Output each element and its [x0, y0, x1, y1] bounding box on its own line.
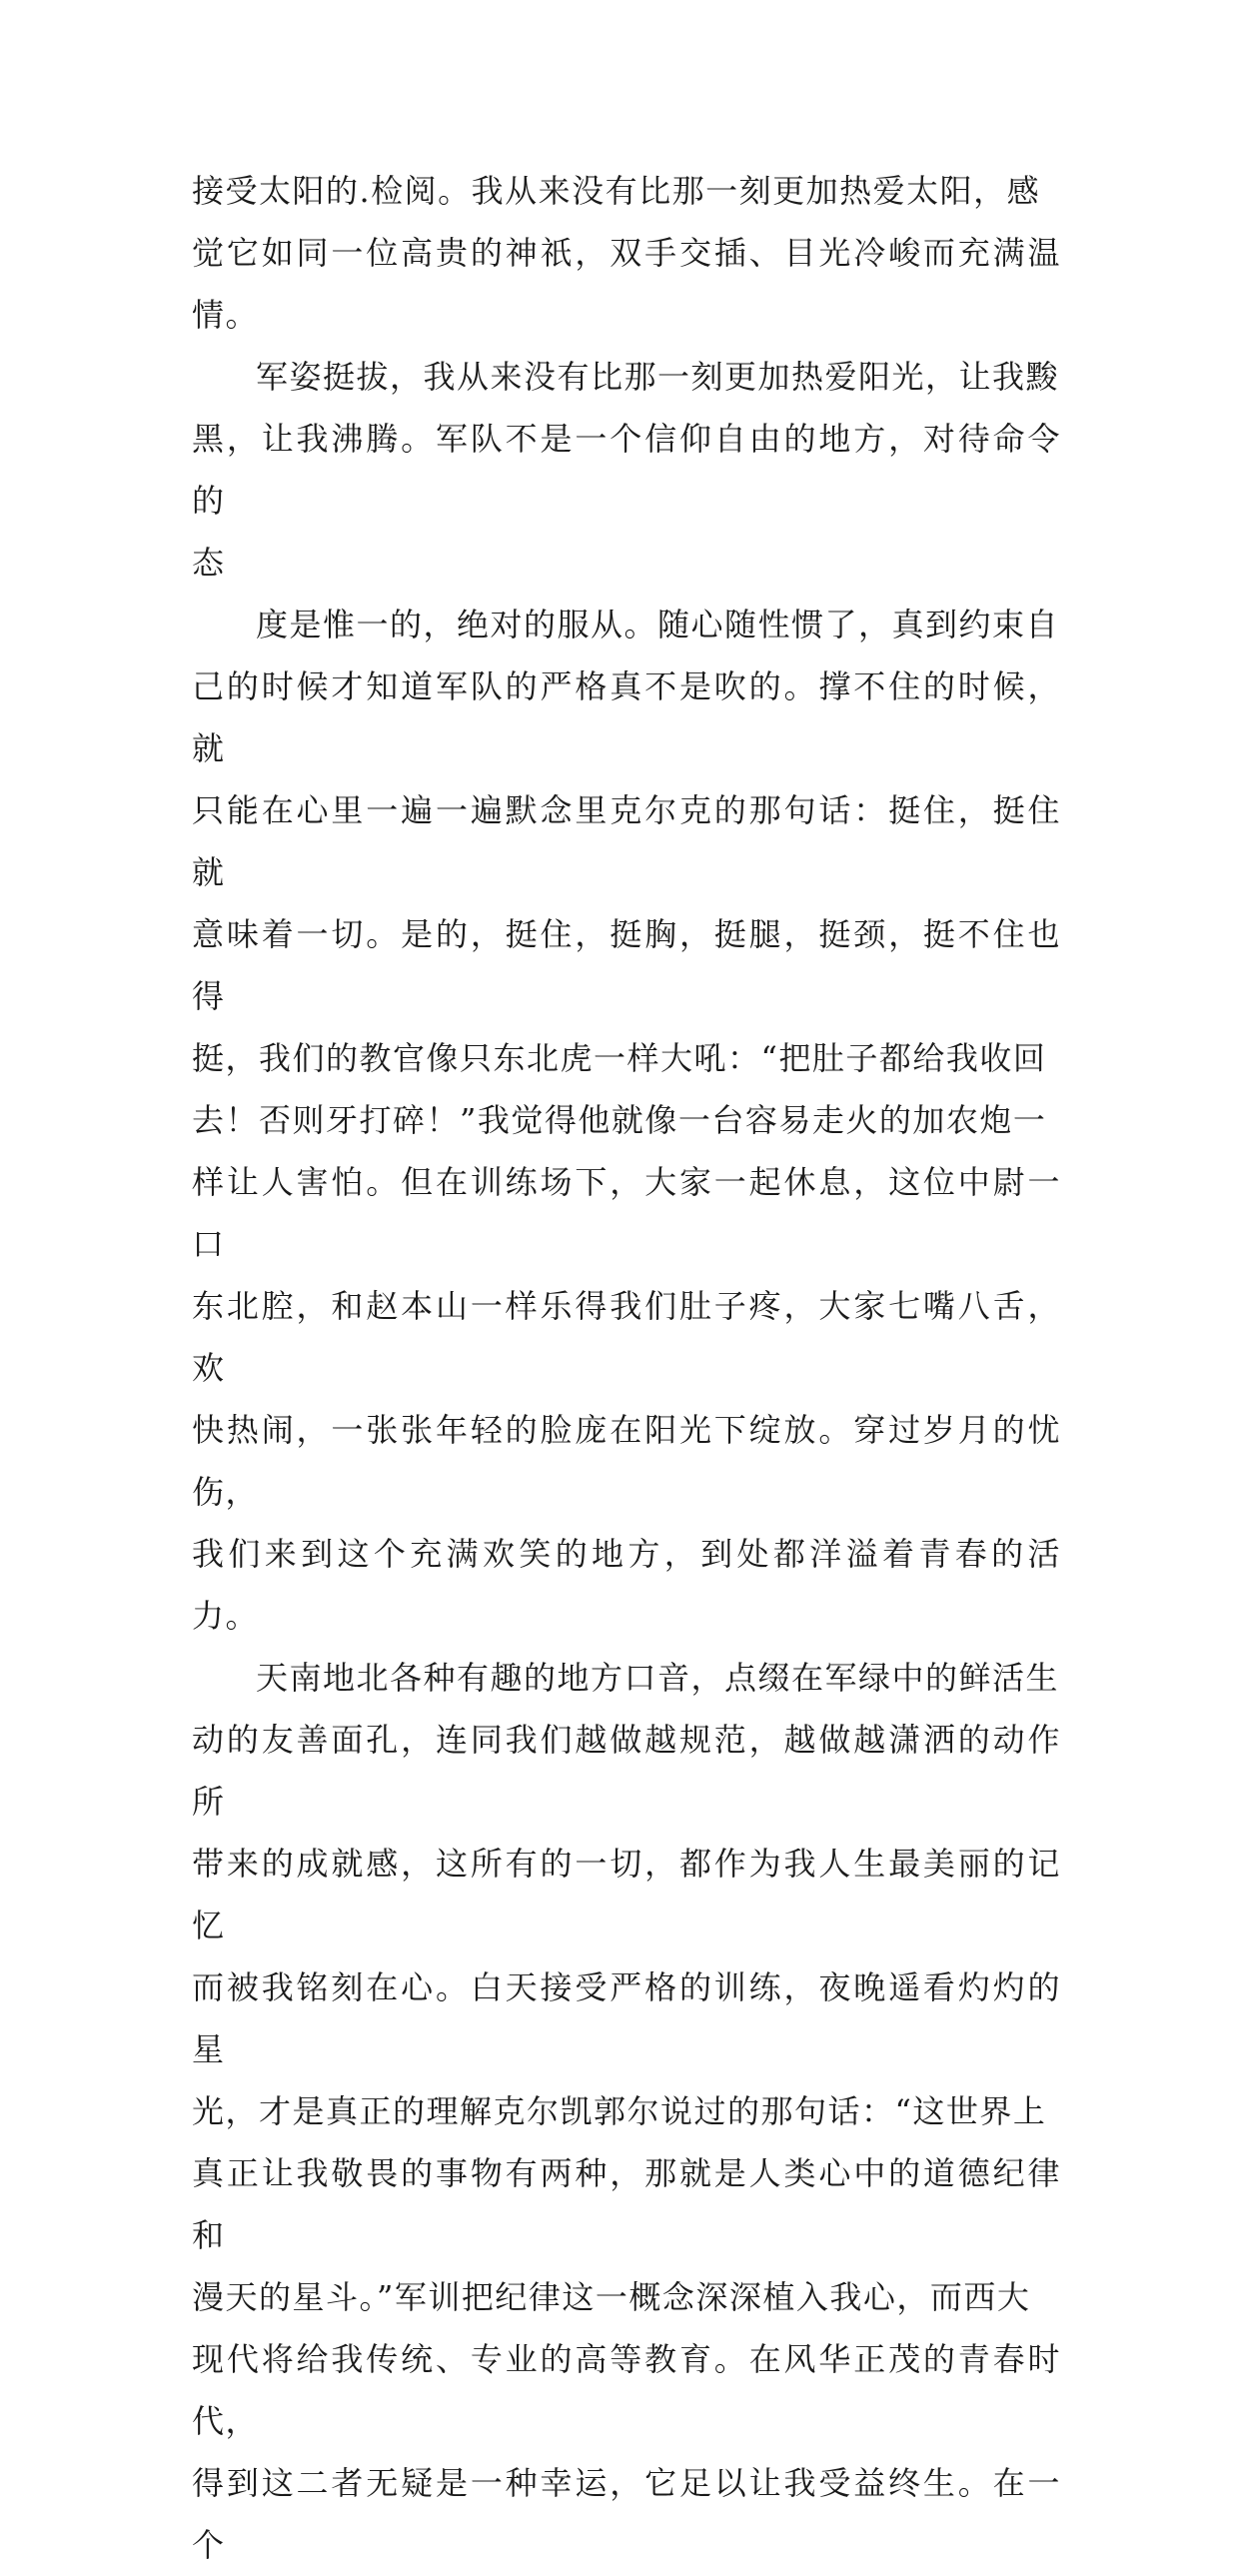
- paragraph-4: [192, 1647, 1061, 2576]
- text-line: 真正让我敬畏的事物有两种，那就是人类心中的道德纪律和: [192, 2154, 1061, 2254]
- text-line: 度是惟一的，绝对的服从。随心随性惯了，真到约束自: [256, 606, 1060, 644]
- text-line: 得到这二者无疑是一种幸运，它足以让我受益终生。在一个: [192, 2464, 1061, 2564]
- text-line: 动的友善面孔，连同我们越做越规范，越做越潇洒的动作所: [192, 1721, 1061, 1821]
- text-line: 接受太阳的.检阅。我从来没有比那一刻更加热爱太阳，感: [192, 172, 1041, 210]
- text-line: 而被我铭刻在心。白天接受严格的训练，夜晚遥看灼灼的星: [192, 1968, 1061, 2068]
- document-body: [192, 160, 1061, 2576]
- text-line: 只能在心里一遍一遍默念里克尔克的那句话：挺住，挺住就: [192, 791, 1061, 891]
- text-line: 去！否则牙打碎！”我觉得他就像一台容易走火的加农炮一: [192, 1101, 1047, 1139]
- text-line: 漫天的星斗。”军训把纪律这一概念深深植入我心，而西大: [192, 2278, 1031, 2316]
- text-line: 现代将给我传统、专业的高等教育。在风华正茂的青春时代，: [192, 2340, 1061, 2440]
- text-line: 觉它如同一位高贵的神祇，双手交插、目光冷峻而充满温情。: [192, 234, 1061, 334]
- text-line: 黑，让我沸腾。军队不是一个信仰自由的地方，对待命令的: [192, 420, 1061, 520]
- text-line: 己的时候才知道军队的严格真不是吹的。撑不住的时候，就: [192, 667, 1061, 767]
- text-line: 天南地北各种有趣的地方口音，点缀在军绿中的鲜活生: [256, 1659, 1060, 1697]
- paragraph-2: [192, 346, 1061, 594]
- text-line: 意味着一切。是的，挺住，挺胸，挺腿，挺颈，挺不住也得: [192, 915, 1061, 1015]
- text-line: 我们来到这个充满欢笑的地方，到处都洋溢着青春的活力。: [192, 1535, 1061, 1635]
- text-line: 光，才是真正的理解克尔凯郭尔说过的那句话：“这世界上: [192, 2092, 1047, 2130]
- text-line: 带来的成就感，这所有的一切，都作为我人生最美丽的记忆: [192, 1845, 1061, 1944]
- paragraph-1: [192, 160, 1061, 346]
- text-line: 快热闹，一张张年轻的脸庞在阳光下绽放。穿过岁月的忧伤，: [192, 1411, 1061, 1511]
- text-line: 样让人害怕。但在训练场下，大家一起休息，这位中尉一口: [192, 1163, 1061, 1263]
- paragraph-3: [192, 594, 1061, 1647]
- text-line: 东北腔，和赵本山一样乐得我们肚子疼，大家七嘴八舌，欢: [192, 1287, 1061, 1387]
- text-line: 军姿挺拔，我从来没有比那一刻更加热爱阳光，让我黢: [256, 358, 1060, 396]
- text-line: 态: [192, 544, 226, 582]
- text-line: 挺，我们的教官像只东北虎一样大吼：“把肚子都给我收回: [192, 1039, 1047, 1077]
